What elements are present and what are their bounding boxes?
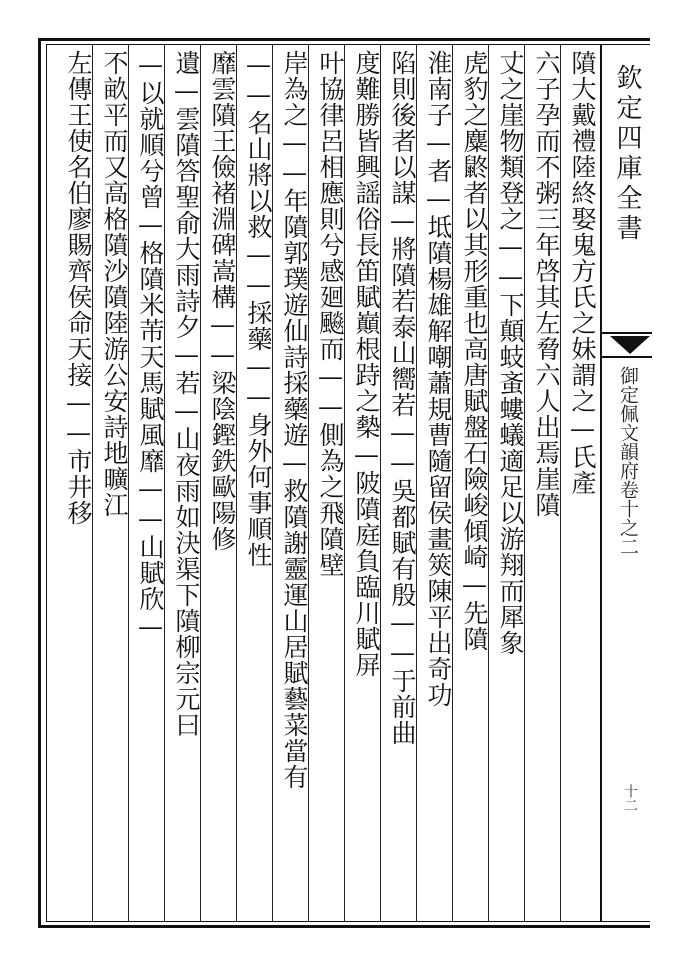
text-column-3: 丈之崖物類登之——下顛蚑蚉螻蟻適足以游翔而犀象 bbox=[496, 50, 525, 656]
volume-title: 御定佩文韻府卷十之二 bbox=[617, 366, 639, 556]
text-column-2: 六子孕而不粥三年啓其左脅六人出焉崖隫 bbox=[532, 50, 561, 518]
text-column-6: 陷則後者以謀—將隫若泰山嚮若——吳都賦有殷——于前曲 bbox=[388, 50, 417, 746]
text-column-5: 淮南子—者—坻隫楊雄解嘲蕭規曹隨留侯畫筴陳平出奇功 bbox=[424, 50, 453, 708]
text-column-1: 隫大戴禮陸終娶鬼方氏之妹謂之—氏產 bbox=[568, 50, 597, 496]
text-column-8: 叶協律呂相應則兮感廻飈而——側為之飛隫壁 bbox=[316, 50, 345, 578]
fishtail-mark-icon bbox=[602, 332, 652, 358]
text-column-12: 遺—雲隫答聖俞大雨詩夕—若—山夜雨如決渠下隫柳宗元曰 bbox=[172, 50, 201, 738]
text-column-10: ——名山將以救——採藥——身外何事順性 bbox=[244, 50, 273, 568]
folio-number: 十二 bbox=[622, 784, 638, 812]
text-column-9: 岸為之——年隫郭璞遊仙詩採藥遊—救隫謝靈運山居賦藝菜當有 bbox=[280, 50, 309, 790]
text-column-14: 不畝平而又高格隫沙隫陸游公安詩地曠江 bbox=[100, 50, 129, 518]
collection-title: 欽定四庫全書 bbox=[612, 64, 642, 244]
text-column-7: 度難勝皆興謡俗長笛賦巔根跱之槷—陂隫庭負臨川賦屏 bbox=[352, 50, 381, 678]
page-margin-banxin bbox=[600, 44, 650, 922]
text-column-11: 靡雲隫王儉褚淵碑嵩構——梁陰鏗鉄歐陽修 bbox=[208, 50, 237, 552]
text-column-13: —以就順兮曾—格隫米芾天馬賦風靡——山賦欣— bbox=[136, 50, 165, 642]
text-column-4: 虎豹之麋鼨者以其形重也高唐賦盤石險峻傾崎—先隫 bbox=[460, 50, 489, 652]
text-column-15: 左傳王使名伯廖賜齊侯命天接——市井移 bbox=[64, 50, 93, 526]
